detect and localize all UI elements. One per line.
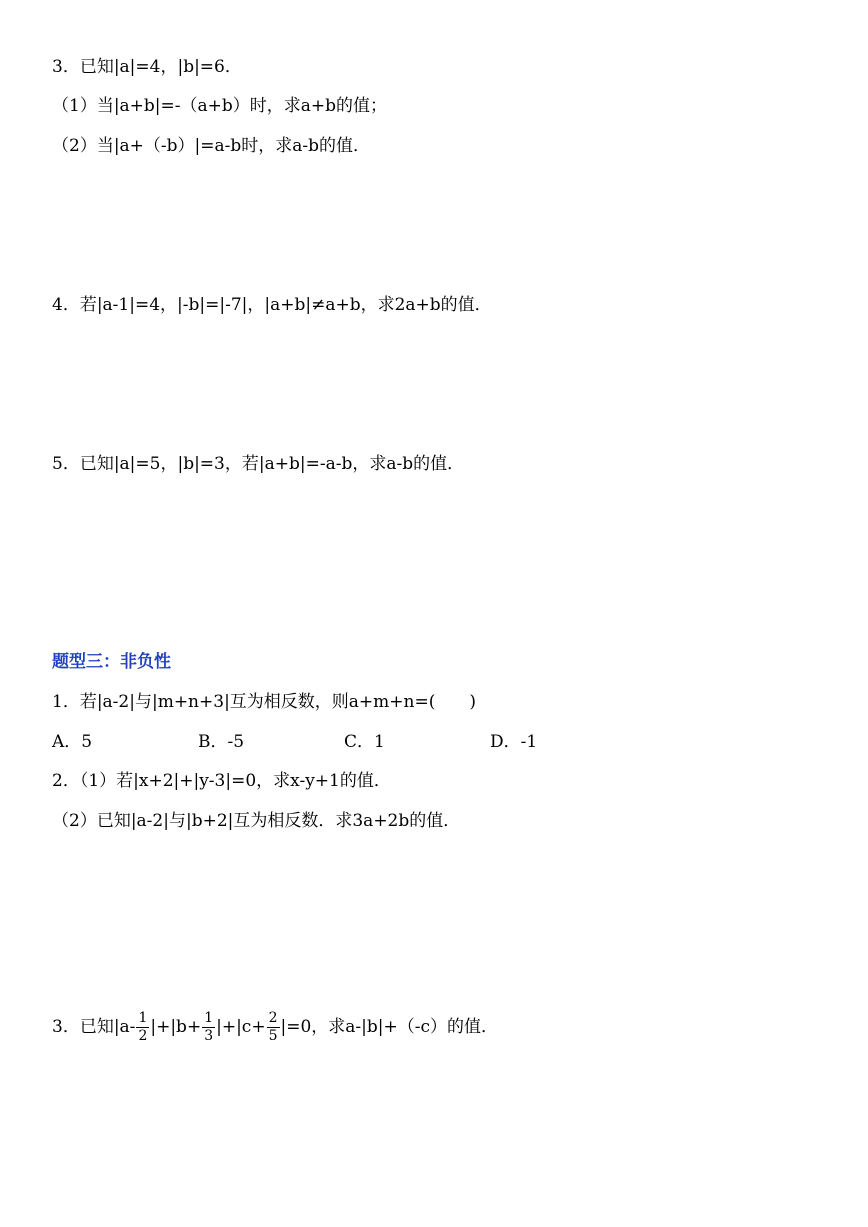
section3-question-1: 1．若|a-2|与|m+n+3|互为相反数，则a+m+n=( ) (52, 692, 476, 712)
q3-mid-2: |+|c+ (216, 1017, 266, 1037)
choice-b: B．-5 (198, 732, 245, 752)
choice-a: A．5 (52, 732, 93, 752)
choice-d: D．-1 (490, 732, 538, 752)
fraction-numerator: 1 (138, 1010, 148, 1026)
fraction-numerator: 2 (268, 1010, 278, 1026)
fraction-one-half (136, 1010, 149, 1045)
q3-prefix: 3．已知|a- (52, 1017, 136, 1037)
fraction-denominator: 3 (204, 1028, 214, 1044)
question-3-title: 3．已知|a|=4，|b|=6． (52, 57, 242, 77)
fraction-two-fifths (267, 1010, 280, 1045)
choice-c: C．1 (344, 732, 385, 752)
fraction-denominator: 2 (138, 1028, 148, 1044)
fraction-numerator: 1 (204, 1010, 214, 1026)
fraction-one-third (202, 1010, 215, 1045)
section3-question-3 (52, 1010, 498, 1045)
question-3-part-1: （1）当|a+b|=-（a+b）时，求a+b的值； (52, 96, 388, 116)
section-heading: 题型三：非负性 (52, 652, 171, 672)
section3-question-2-part-2: （2）已知|a-2|与|b+2|互为相反数．求3a+2b的值． (52, 811, 461, 831)
q3-mid-1: |+|b+ (150, 1017, 202, 1037)
fraction-denominator: 5 (268, 1028, 278, 1044)
question-3-part-2: （2）当|a+（-b）|=a-b时，求a-b的值． (52, 136, 371, 156)
section3-question-2-part-1: 2．（1）若|x+2|+|y-3|=0，求x-y+1的值． (52, 771, 391, 791)
question-5: 5．已知|a|=5，|b|=3，若|a+b|=-a-b，求a-b的值． (52, 454, 465, 474)
question-4: 4．若|a-1|=4，|-b|=|-7|，|a+b|≠a+b，求2a+b的值． (52, 295, 492, 315)
q3-suffix: |=0，求a-|b|+（-c）的值． (280, 1017, 499, 1037)
